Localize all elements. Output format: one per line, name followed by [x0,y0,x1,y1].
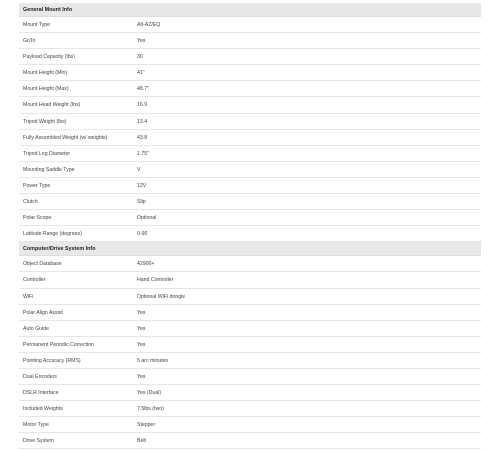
spec-label: Mounting Saddle Type [23,166,75,173]
spec-table [19,3,481,449]
table-row [19,226,481,242]
spec-label: Object Database [23,261,62,268]
spec-value: Hand Controller [137,277,174,284]
spec-label: DSLR Interface [23,390,59,397]
table-row [19,97,481,113]
table-row [19,337,481,353]
spec-value: Yes [137,38,146,45]
spec-value: Optional WiFi dongle [137,293,186,300]
spec-label: Power Type [23,182,51,189]
table-row [19,162,481,178]
spec-value: 16.9 [137,102,148,109]
spec-label: Drive System [23,438,54,445]
spec-label: Included Weights [23,406,63,413]
spec-value: 5 arc minutes [137,357,169,364]
table-row [19,194,481,210]
spec-value: Belt [137,438,146,445]
table-row [19,178,481,194]
spec-label: Mount Height (Min) [23,70,68,77]
table-row [19,385,481,401]
table-row [19,81,481,97]
table-row [19,17,481,33]
spec-value: 13.4 [137,118,148,125]
spec-label: Dual Encoders [23,373,58,380]
spec-label: Tripod Leg Diameter [23,150,71,157]
spec-value: 30 [137,54,143,61]
spec-value: Yes (Dual) [137,390,162,397]
table-row [19,65,481,81]
spec-label: WiFi [23,293,34,300]
table-row [19,210,481,226]
spec-value: 43.8 [137,134,148,141]
spec-label: Permanent Periodic Correction [23,341,94,348]
spec-label: Pointing Accuracy (RMS) [23,357,81,364]
spec-value: 12V [137,182,147,189]
spec-value: Slip [137,199,146,206]
spec-label: Mount Head Weight (lbs) [23,102,81,109]
table-row [19,353,481,369]
spec-label: Clutch [23,199,38,206]
spec-label: Tripod Weight (lbs) [23,118,67,125]
spec-value: V [137,166,141,173]
table-row [19,49,481,65]
table-row [19,114,481,130]
spec-label: Mount Type [23,22,51,28]
spec-label: Payload Capacity (lbs) [23,54,75,61]
section-header-computer-drive-system-info: Computer/Drive System Info [19,242,481,256]
spec-value: 41" [137,70,145,77]
spec-label: GoTo [23,38,36,45]
spec-label: Auto Guide [23,325,49,332]
spec-value: 7.5lbs (two) [137,406,164,413]
spec-value: 0-90 [137,231,148,238]
section-header-general-mount-info: General Mount Info [19,3,481,17]
table-row [19,272,481,288]
spec-label: Polar Align Assist [23,309,63,316]
spec-label: Motor Type [23,422,49,429]
table-row [19,417,481,433]
spec-label: Polar Scope [23,215,52,222]
spec-value: Optional [137,215,157,222]
table-row [19,369,481,385]
spec-value: Yes [137,373,146,380]
spec-value: 1.75" [137,150,149,157]
table-row [19,289,481,305]
table-row [19,33,481,49]
spec-label: Controller [23,277,46,284]
spec-label: Fully Assembled Weight (w/ weights) [23,134,108,141]
table-row [19,146,481,162]
table-row [19,256,481,272]
spec-value: Yes [137,309,146,316]
spec-value: 42900+ [137,261,155,268]
spec-value: Alt-AZ/EQ [137,22,161,28]
table-row [19,305,481,321]
table-row [19,321,481,337]
spec-label: Latitude Range (degrees) [23,231,82,238]
spec-value: Yes [137,341,146,348]
table-row [19,130,481,146]
spec-value: 48.7" [137,86,149,93]
spec-value: Stepper [137,422,156,429]
spec-label: Mount Height (Max) [23,86,69,93]
table-row [19,401,481,417]
spec-value: Yes [137,325,146,332]
table-row [19,433,481,449]
